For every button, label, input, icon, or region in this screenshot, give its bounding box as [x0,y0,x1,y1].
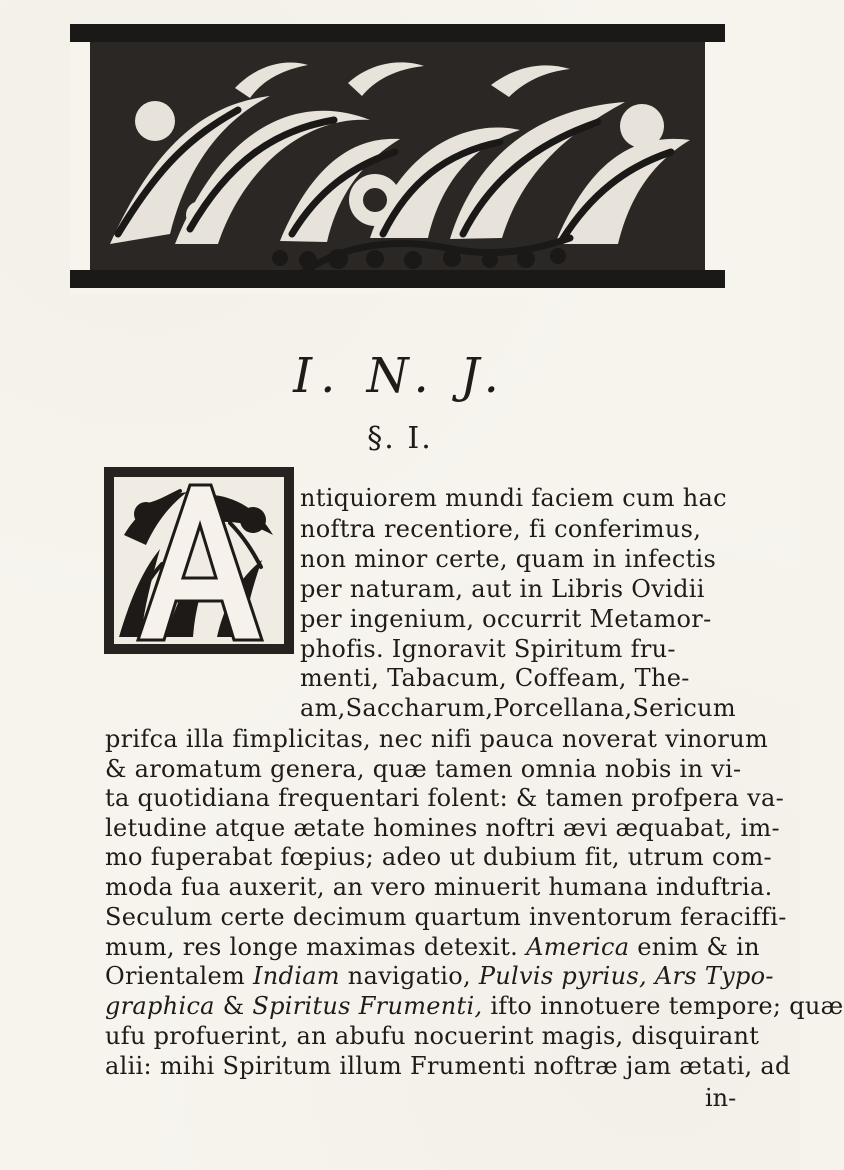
body-line-6: phofis. Ignoravit Spiritum fru- [300,635,676,663]
body-line-2: noftra recentiore, fi conferimus, [300,515,702,543]
decorated-initial-a [104,467,294,654]
body-line-17-part-2: navigatio, [347,962,471,990]
body-line-20: alii: mihi Spiritum illum Frumenti noftræ jam ætati, ad [105,1052,791,1080]
body-line-18-part-1: & [222,992,245,1020]
body-line-15: Seculum certe decimum quartum inventorum feraciffi- [105,903,787,931]
body-line-17-italic-3: Ars Typo- [654,962,774,990]
ornamental-headpiece [70,24,725,294]
body-line-4: per naturam, aut in Libris Ovidii [300,575,705,603]
body-line-13: mo fuperabat fœpius; adeo ut dubium fit, utrum com- [105,843,772,871]
body-line-7: menti, Tabacum, Coffeam, The- [300,664,690,692]
body-line-19: ufu profuerint, an abufu nocuerint magis, disquirant [105,1022,760,1050]
body-line-12: letudine atque ætate homines noftri ævi æquabat, im- [105,814,780,842]
body-line-3: non minor certe, quam in infectis [300,545,717,573]
body-line-11: ta quotidiana frequentari folent: & tamen profpera va- [105,784,785,812]
body-line-16-tail: enim & in [637,933,760,961]
section-heading: §. I. [367,421,433,456]
body-line-1: ntiquiorem mundi faciem cum hac [300,484,727,512]
catchword: in- [705,1084,737,1112]
body-line-18-part-2: ifto innotuere tempore; quæ [490,992,844,1020]
body-line-17-italic-1: Indiam [253,962,340,990]
body-line-9: prifca illa fimplicitas, nec nifi pauca noverat vinorum [105,725,769,753]
body-line-17-italic-2: Pulvis pyrius, [478,962,647,990]
body-line-16-italic: America [526,933,630,961]
body-line-5: per ingenium, occurrit Metamor- [300,605,712,633]
body-line-18 [105,994,844,1018]
body-line-8: am,Saccharum,Porcellana,Sericum [300,694,736,722]
body-line-10: & aromatum genera, quæ tamen omnia nobis in vi- [105,755,742,783]
ornament-heading: I. N. J. [293,348,507,404]
body-line-14: moda fua auxerit, an vero minuerit humana induftria. [105,873,773,901]
body-line-18-italic-1: graphica [105,992,215,1020]
body-line-16-main: mum, res longe maximas detexit. [105,933,519,961]
body-line-17-part-1: Orientalem [105,962,246,990]
body-line-16 [105,935,760,959]
body-line-17 [105,964,774,988]
body-line-18-italic-2: Spiritus Frumenti, [252,992,483,1020]
